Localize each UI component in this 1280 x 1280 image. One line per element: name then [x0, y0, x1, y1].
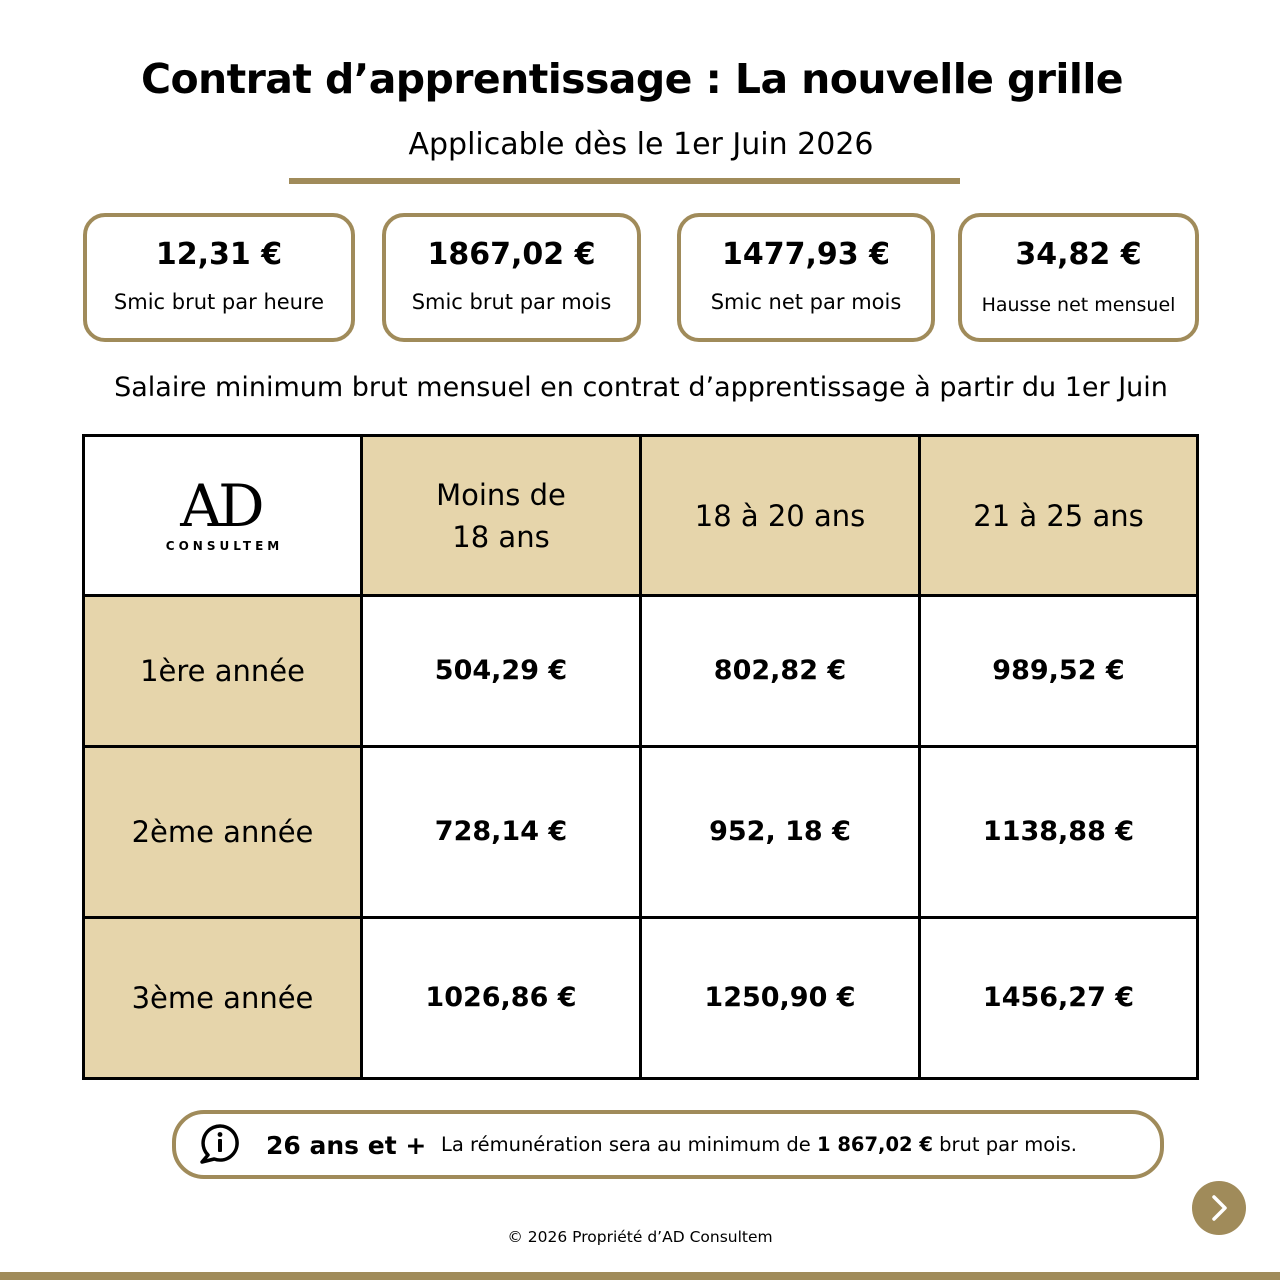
page-subtitle: Applicable dès le 1er Juin 2026	[408, 127, 874, 162]
table-cell	[642, 597, 918, 745]
table-cell	[363, 748, 639, 916]
row-header-label: 3ème année	[131, 981, 314, 1015]
bottom-accent-bar	[0, 1272, 1280, 1280]
salary-amount: 989,52 €	[992, 655, 1125, 686]
company-logo-mark: AD	[180, 471, 261, 540]
stat-value: 12,31 €	[155, 237, 283, 272]
column-header-under-18	[363, 437, 639, 594]
salary-amount: 952, 18 €	[709, 816, 851, 847]
table-cell	[642, 919, 918, 1077]
salary-amount: 1456,27 €	[982, 982, 1135, 1013]
row-header-label: 2ème année	[131, 815, 314, 849]
stat-label: Smic brut par mois	[411, 290, 612, 314]
note-text-before: La rémunération sera au minimum de	[441, 1133, 817, 1156]
salary-amount: 1026,86 €	[425, 982, 577, 1013]
stat-card-hourly-gross	[83, 213, 355, 342]
row-header-year-2	[85, 748, 360, 916]
company-logo-name: CONSULTEM	[165, 538, 284, 553]
stat-label: Hausse net mensuel	[981, 294, 1176, 316]
page-title: Contrat d’apprentissage : La nouvelle grille	[140, 55, 1123, 103]
note-amount: 1 867,02 €	[816, 1133, 933, 1156]
note-highlight: 26 ans et +	[266, 1131, 427, 1160]
row-header-year-3	[85, 919, 360, 1077]
table-cell	[921, 597, 1196, 745]
salary-amount: 504,29 €	[434, 655, 568, 686]
salary-amount: 728,14 €	[434, 816, 568, 847]
table-cell	[921, 919, 1196, 1077]
column-header-label: 18 à 20 ans	[694, 498, 866, 533]
salary-table	[82, 434, 1199, 1080]
row-header-label: 1ère année	[140, 654, 305, 688]
table-caption: Salaire minimum brut mensuel en contrat d’apprentissage à partir du 1er Juin	[114, 372, 1168, 403]
stat-label: Smic net par mois	[710, 290, 902, 314]
stat-card-monthly-gross	[382, 213, 641, 342]
salary-amount: 1138,88 €	[982, 816, 1135, 847]
stat-card-monthly-net	[677, 213, 935, 342]
info-note	[172, 1110, 1164, 1179]
table-cell	[642, 748, 918, 916]
stat-value: 34,82 €	[1015, 237, 1142, 272]
info-bubble-icon	[197, 1123, 243, 1167]
column-header-18-20	[642, 437, 918, 594]
copyright-footer: © 2026 Propriété d’AD Consultem	[507, 1228, 773, 1246]
row-header-year-1	[85, 597, 360, 745]
column-header-label: 21 à 25 ans	[973, 498, 1144, 533]
note-text	[441, 1133, 1077, 1157]
column-header-line: Moins de	[436, 477, 566, 512]
stat-value: 1477,93 €	[722, 237, 890, 272]
logo-cell	[85, 437, 360, 594]
stat-value: 1867,02 €	[427, 237, 596, 272]
salary-amount: 1250,90 €	[704, 982, 856, 1013]
stat-card-monthly-increase	[958, 213, 1199, 342]
table-cell	[363, 597, 639, 745]
stat-label: Smic brut par heure	[113, 290, 325, 314]
table-cell	[921, 748, 1196, 916]
column-header-line: 18 ans	[452, 519, 550, 554]
note-text-after: brut par mois.	[932, 1133, 1077, 1156]
table-cell	[363, 919, 639, 1077]
title-underline	[289, 178, 960, 184]
salary-amount: 802,82 €	[713, 655, 847, 686]
column-header-21-25	[921, 437, 1196, 594]
